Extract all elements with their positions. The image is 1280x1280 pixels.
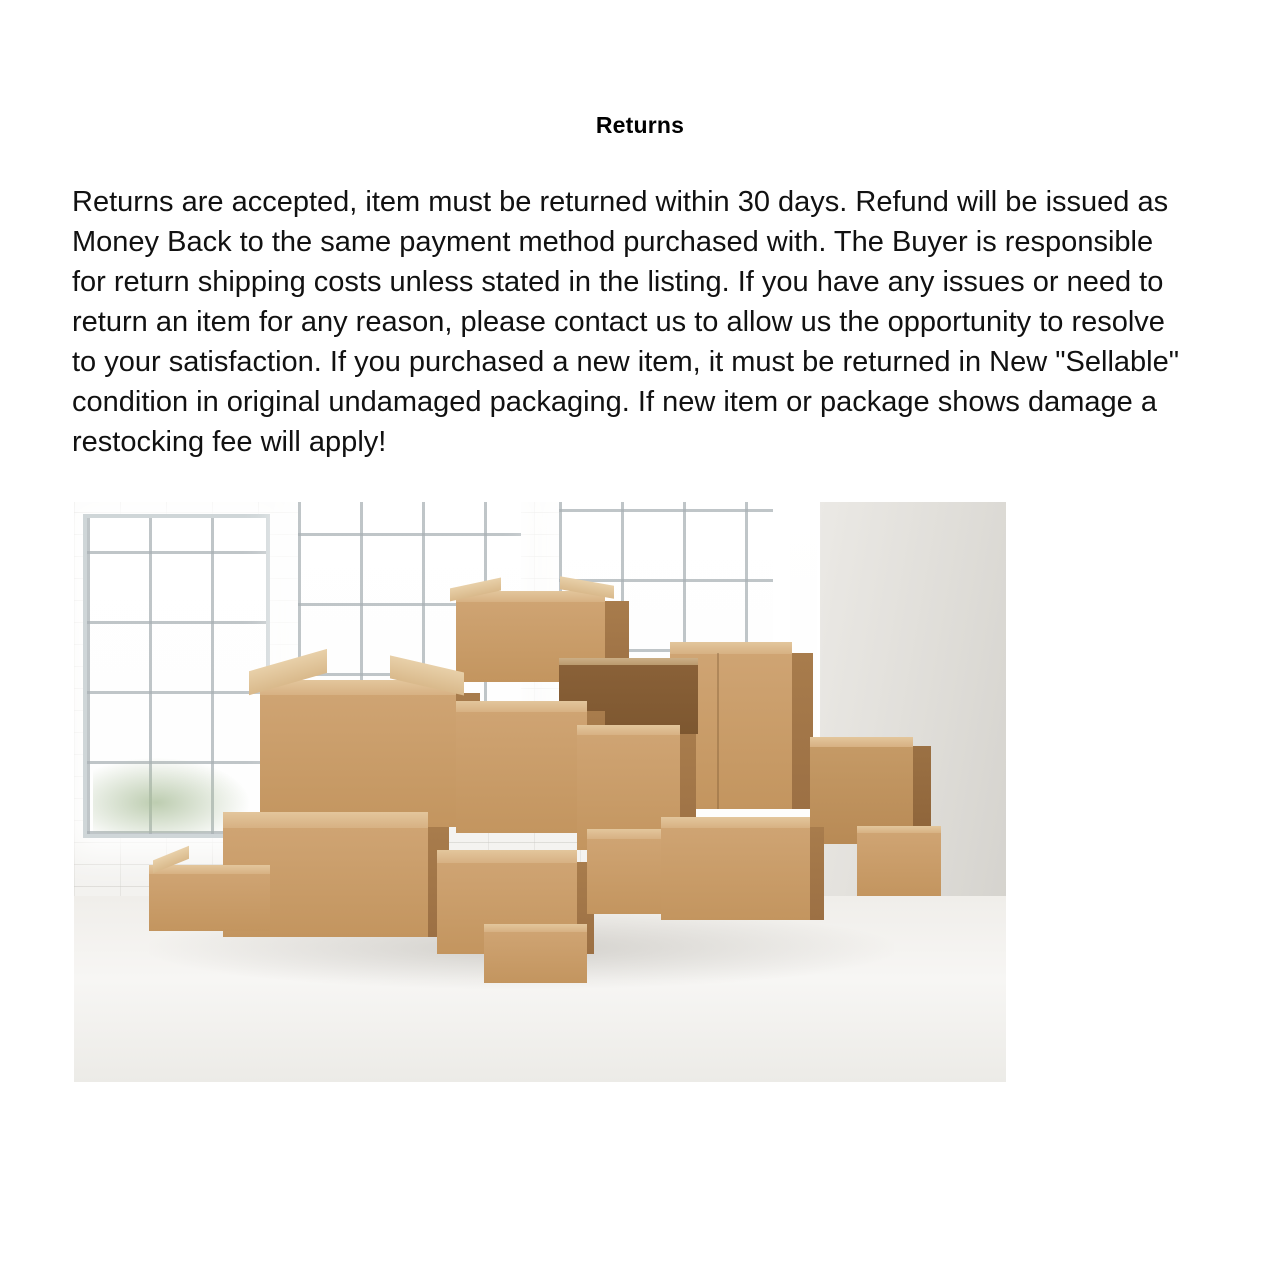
- box-front-right: [661, 827, 810, 920]
- box-right-low: [857, 833, 941, 897]
- page-title: Returns: [595, 112, 685, 138]
- boxes-photo: [74, 502, 1006, 1082]
- box-left-large: [260, 693, 456, 826]
- box-front-lowest: [484, 931, 587, 983]
- box-flat-left: [149, 873, 270, 931]
- returns-policy-text: Returns are accepted, item must be returned within 30 days. Refund will be issued as Money Back to the same payment method purchased with. The Buyer is responsible for return shipping costs unless stated in the listing. If you have any issues or need to return an item for any reason, please contact us to allow us the opportunity to resolve to your satisfaction. If you purchased a new item, it must be returned in New "Sellable" condition in original undamaged packaging. If new item or package shows damage a restocking fee will apply!: [72, 186, 1180, 458]
- box-center-upper: [456, 711, 586, 833]
